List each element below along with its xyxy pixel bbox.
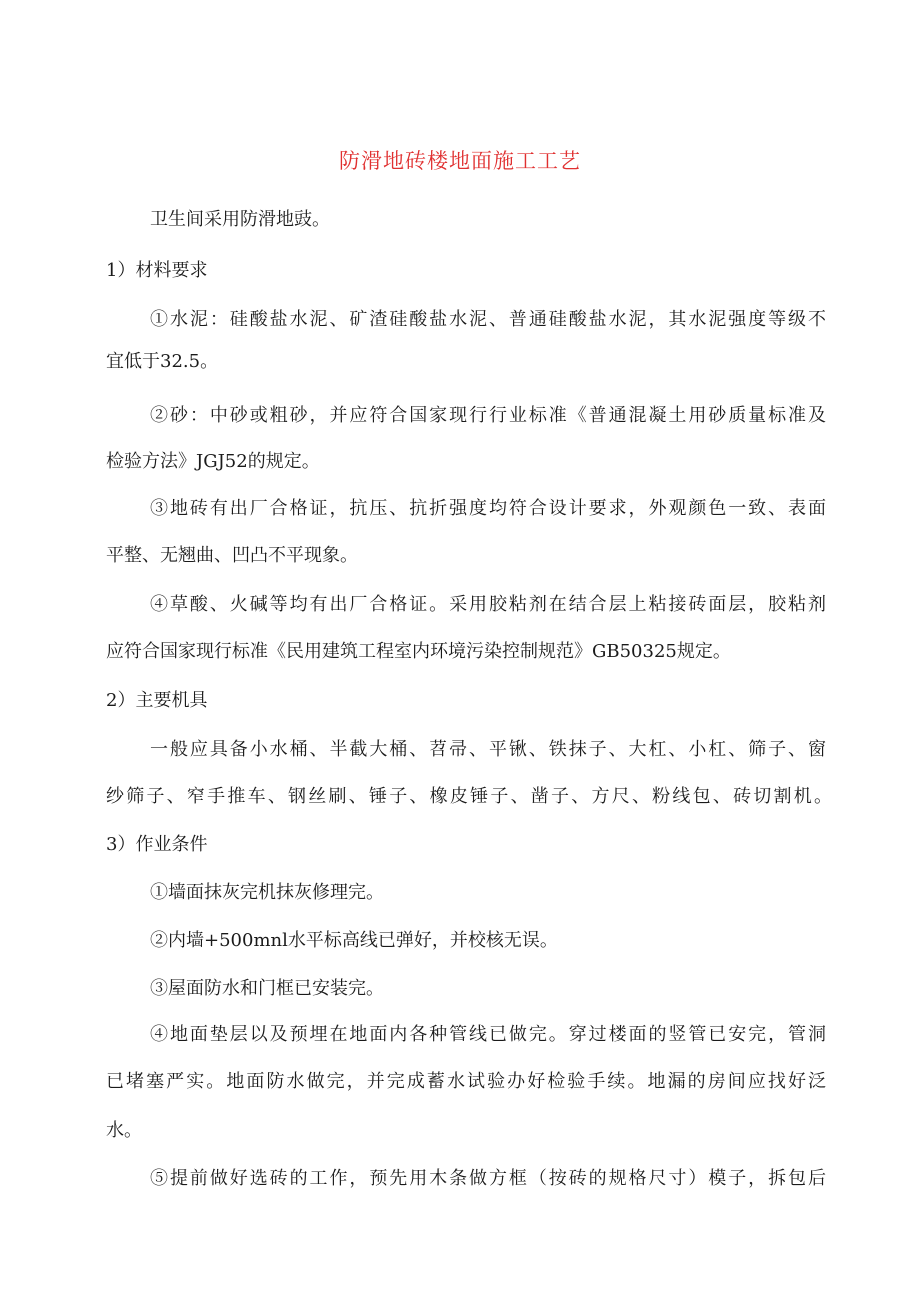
conditions-item-2: ②内墙+500mnl水平标高线已弹好，并校核无误。: [150, 930, 558, 951]
tools-line-2: 纱筛子、窄手推车、钢丝刷、锤子、橡皮锤子、凿子、方尺、粉线包、砖切割机。: [106, 786, 832, 807]
materials-item-4-line-1: ④草酸、火碱等均有出厂合格证。采用胶粘剂在结合层上粘接砖面层，胶粘剂: [150, 594, 826, 615]
materials-item-2-line-1: ②砂：中砂或粗砂，并应符合国家现行行业标准《普通混凝土用砂质量标准及: [150, 405, 826, 426]
conditions-item-1: ①墙面抹灰完机抹灰修理完。: [150, 882, 384, 903]
conditions-item-3: ③屋面防水和门框已安装完。: [150, 978, 384, 999]
materials-item-1-line-1: ①水泥：硅酸盐水泥、矿渣硅酸盐水泥、普通硅酸盐水泥，其水泥强度等级不: [150, 309, 826, 330]
tools-line-1: 一般应具备小水桶、半截大桶、苕帚、平锹、铁抹子、大杠、小杠、筛子、窗: [150, 739, 826, 760]
section-heading-tools: 2）主要机具: [106, 690, 208, 711]
conditions-item-4-line-1: ④地面垫层以及预埋在地面内各种管线已做完。穿过楼面的竖管已安完，管洞: [150, 1024, 826, 1045]
materials-item-3-line-1: ③地砖有出厂合格证，抗压、抗折强度均符合设计要求，外观颜色一致、表面: [150, 498, 826, 519]
section-heading-conditions: 3）作业条件: [106, 834, 208, 855]
conditions-item-5-line-1: ⑤提前做好选砖的工作，预先用木条做方框（按砖的规格尺寸）模子，拆包后: [150, 1168, 826, 1189]
intro-paragraph: 卫生间采用防滑地豉。: [150, 209, 330, 230]
section-heading-materials: 1）材料要求: [106, 260, 208, 281]
document-title: 防滑地砖楼地面施工工艺: [339, 149, 581, 173]
materials-item-4-line-2: 应符合国家现行标准《民用建筑工程室内环境污染控制规范》GB50325规定。: [106, 641, 731, 662]
conditions-item-4-line-2: 已堵塞严实。地面防水做完，并完成蓄水试验办好检验手续。地漏的房间应找好泛: [106, 1071, 826, 1092]
materials-item-3-line-2: 平整、无翘曲、凹凸不平现象。: [106, 545, 358, 566]
materials-item-1-line-2: 宜低于32.5。: [106, 351, 219, 372]
materials-item-2-line-2: 检验方法》JGJ52的规定。: [106, 451, 320, 472]
conditions-item-4-line-3: 水。: [106, 1120, 142, 1141]
